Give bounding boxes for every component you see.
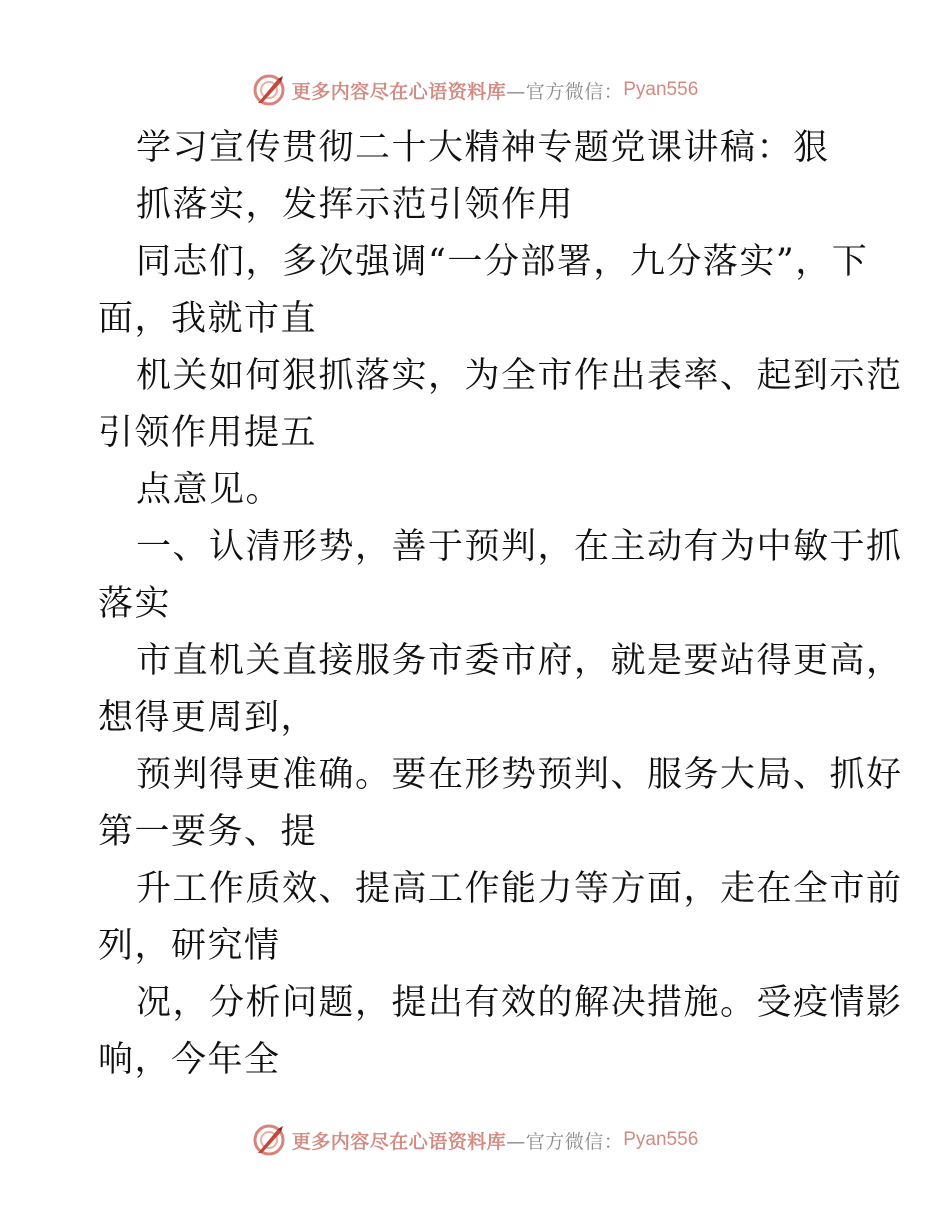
paragraph-line: 机关如何狠抓落实，为全市作出表率、起到示范 [136,356,903,396]
paragraph-line: 况，分析问题，提出有效的解决措施。受疫情影 [136,983,903,1023]
paragraph-line: 列，研究情 [98,926,281,966]
watermark-main-text: 更多内容尽在心语资料库 [291,80,507,103]
watermark-main-text: 更多内容尽在心语资料库 [291,1130,507,1153]
watermark-sub-text: —官方微信： [506,80,624,103]
watermark-wechat-id: Pyan556 [623,79,699,100]
paragraph-line: 同志们，多次强调“一分部署，九分落实”，下 [136,242,869,282]
section-heading-line: 落实 [98,584,172,624]
title-line-1: 学习宣传贯彻二十大精神专题党课讲稿：狠 [136,128,830,168]
section-heading-line: 一、认清形势，善于预判，在主动有为中敏于抓 [136,527,903,567]
quill-logo-icon [252,1123,286,1157]
footer-watermark [0,1120,950,1160]
paragraph-line: 响，今年全 [98,1040,281,1080]
watermark-wechat-id: Pyan556 [623,1129,699,1150]
header-watermark [0,70,950,110]
paragraph-line: 市直机关直接服务市委市府，就是要站得更高， [136,641,903,681]
paragraph-line: 升工作质效、提高工作能力等方面，走在全市前 [136,869,903,909]
title-line-2: 抓落实，发挥示范引领作用 [136,185,575,225]
paragraph-line: 点意见。 [136,470,283,510]
watermark-sub-text: —官方微信： [506,1130,624,1153]
paragraph-line: 第一要务、提 [98,812,318,852]
paragraph-line: 引领作用提五 [98,413,318,453]
paragraph-line: 预判得更准确。要在形势预判、服务大局、抓好 [136,755,903,795]
paragraph-line: 面，我就市直 [98,299,318,339]
paragraph-line: 想得更周到， [98,698,318,738]
quill-logo-icon [252,73,286,107]
document-body [98,120,903,1089]
